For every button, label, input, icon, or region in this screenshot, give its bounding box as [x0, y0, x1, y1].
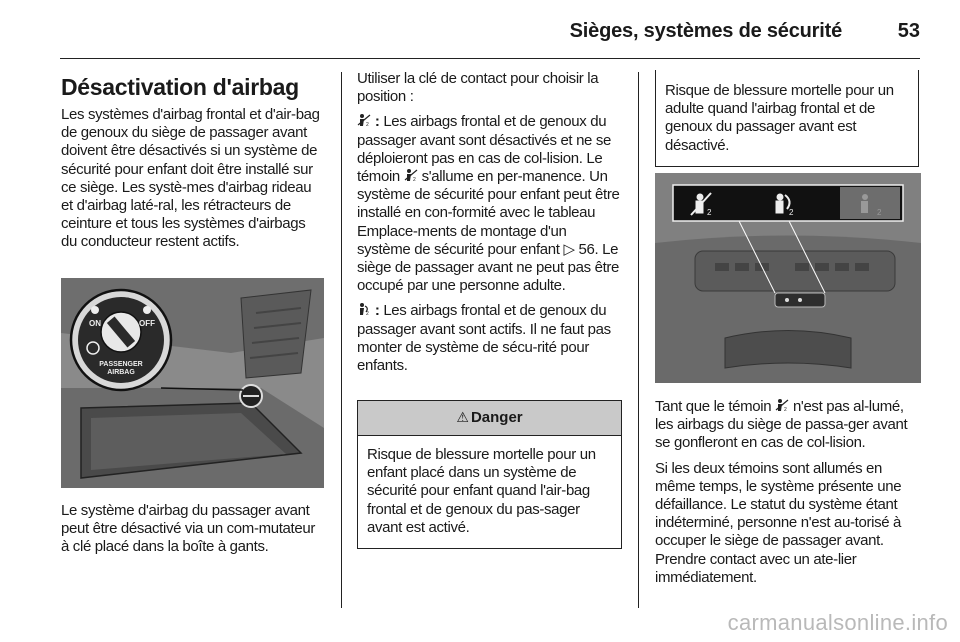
paragraph-airbag-on: 2 : Les airbags frontal et de genoux du passager avant sont actifs. Il ne faut pas monter de système de sécu-rité pour enfants. [357, 302, 611, 375]
watermark: carmanualsonline.info [727, 610, 948, 635]
danger-text: Risque de blessure mortelle pour un enfant placé dans un système de sécurité pour enfant quand l'air-bag frontal et de genoux du pas-sager avant est activé. [367, 446, 596, 536]
svg-text:2: 2 [784, 407, 787, 412]
svg-text:2: 2 [789, 208, 794, 217]
airbag-on-icon [357, 302, 371, 316]
indicator-lights-figure [655, 173, 921, 383]
column-divider [638, 72, 639, 608]
paragraph: Les systèmes d'airbag frontal et d'air-bag de genoux du siège de passager avant doivent être désactivés si un système de sécurité pour enfant doit être installé sur ce siège. Les systè-mes d'airbag rideau et d'airbag laté-ral, les rétracteurs de ceinture et tous les systèmes d'airbags du conducteur restent actifs. [61, 106, 320, 251]
airbag-off-icon [775, 398, 789, 412]
warning-box: Risque de blessure mortelle pour un adulte quand l'airbag frontal et de genoux du passager avant est désactivé. [655, 70, 919, 167]
svg-text:2: 2 [412, 177, 416, 183]
indicator-illustration [655, 173, 921, 383]
paragraph: Le système d'airbag du passager avant peut être désactivé via un com-mutateur à clé placé dans la boîte à gants. [61, 502, 315, 556]
danger-box [357, 400, 622, 549]
column-3-text [655, 398, 921, 594]
paragraph: Utiliser la clé de contact pour choisir la position : [357, 70, 599, 106]
warning-triangle-icon: ⚠ [456, 409, 469, 425]
page-reference-arrow: ▷ [563, 240, 575, 258]
switch-airbag-label: AIRBAG [107, 369, 135, 376]
paragraph: Tant que le témoin 2 n'est pas al-lumé, les airbags du siège de passa-ger avant se gonfleront en cas de col-lision. [655, 398, 908, 452]
switch-on-label: ON [89, 319, 101, 328]
switch-off-label: OFF [139, 319, 155, 328]
svg-text:2: 2 [366, 311, 369, 317]
switch-passenger-label: PASSENGER [99, 361, 143, 368]
page-reference[interactable]: 56 [578, 240, 595, 258]
svg-text:2: 2 [877, 208, 882, 217]
airbag-off-icon [357, 113, 371, 127]
airbag-off-icon [404, 168, 418, 182]
section-heading: Désactivation d'airbag [61, 74, 299, 100]
svg-text:2: 2 [366, 122, 369, 128]
column-divider [341, 72, 342, 608]
glovebox-switch-figure [61, 278, 324, 488]
page-number: 53 [897, 20, 920, 42]
paragraph-airbag-off: 2 : Les airbags frontal et de genoux du passager avant sont désactivés et ne se déploieront pas en cas de col-lision. Le témoin 2 s'allume en per-manence. Un système de sécurité pour enfant peut être installé en con-formité avec le tableau Emplace-ments de montage d'un système de sécurité pour enfant ▷ 56. Le siège de passager avant ne peut pas être occupé par une personne adulte. [357, 113, 620, 295]
danger-header: ⚠ Danger [358, 401, 621, 436]
svg-text:2: 2 [707, 208, 712, 217]
glovebox-illustration [61, 278, 324, 488]
column-1 [61, 70, 324, 259]
page-title: Sièges, systèmes de sécurité [569, 20, 842, 42]
paragraph: Si les deux témoins sont allumés en même temps, le système présente une défaillance. Le statut du système étant indéterminé, personne n'est au-torisé à occuper le siège de passager avant. Prendre contact avec un ate-lier immédiatement. [655, 459, 902, 586]
column-2 [357, 70, 622, 382]
page-header [60, 0, 920, 59]
